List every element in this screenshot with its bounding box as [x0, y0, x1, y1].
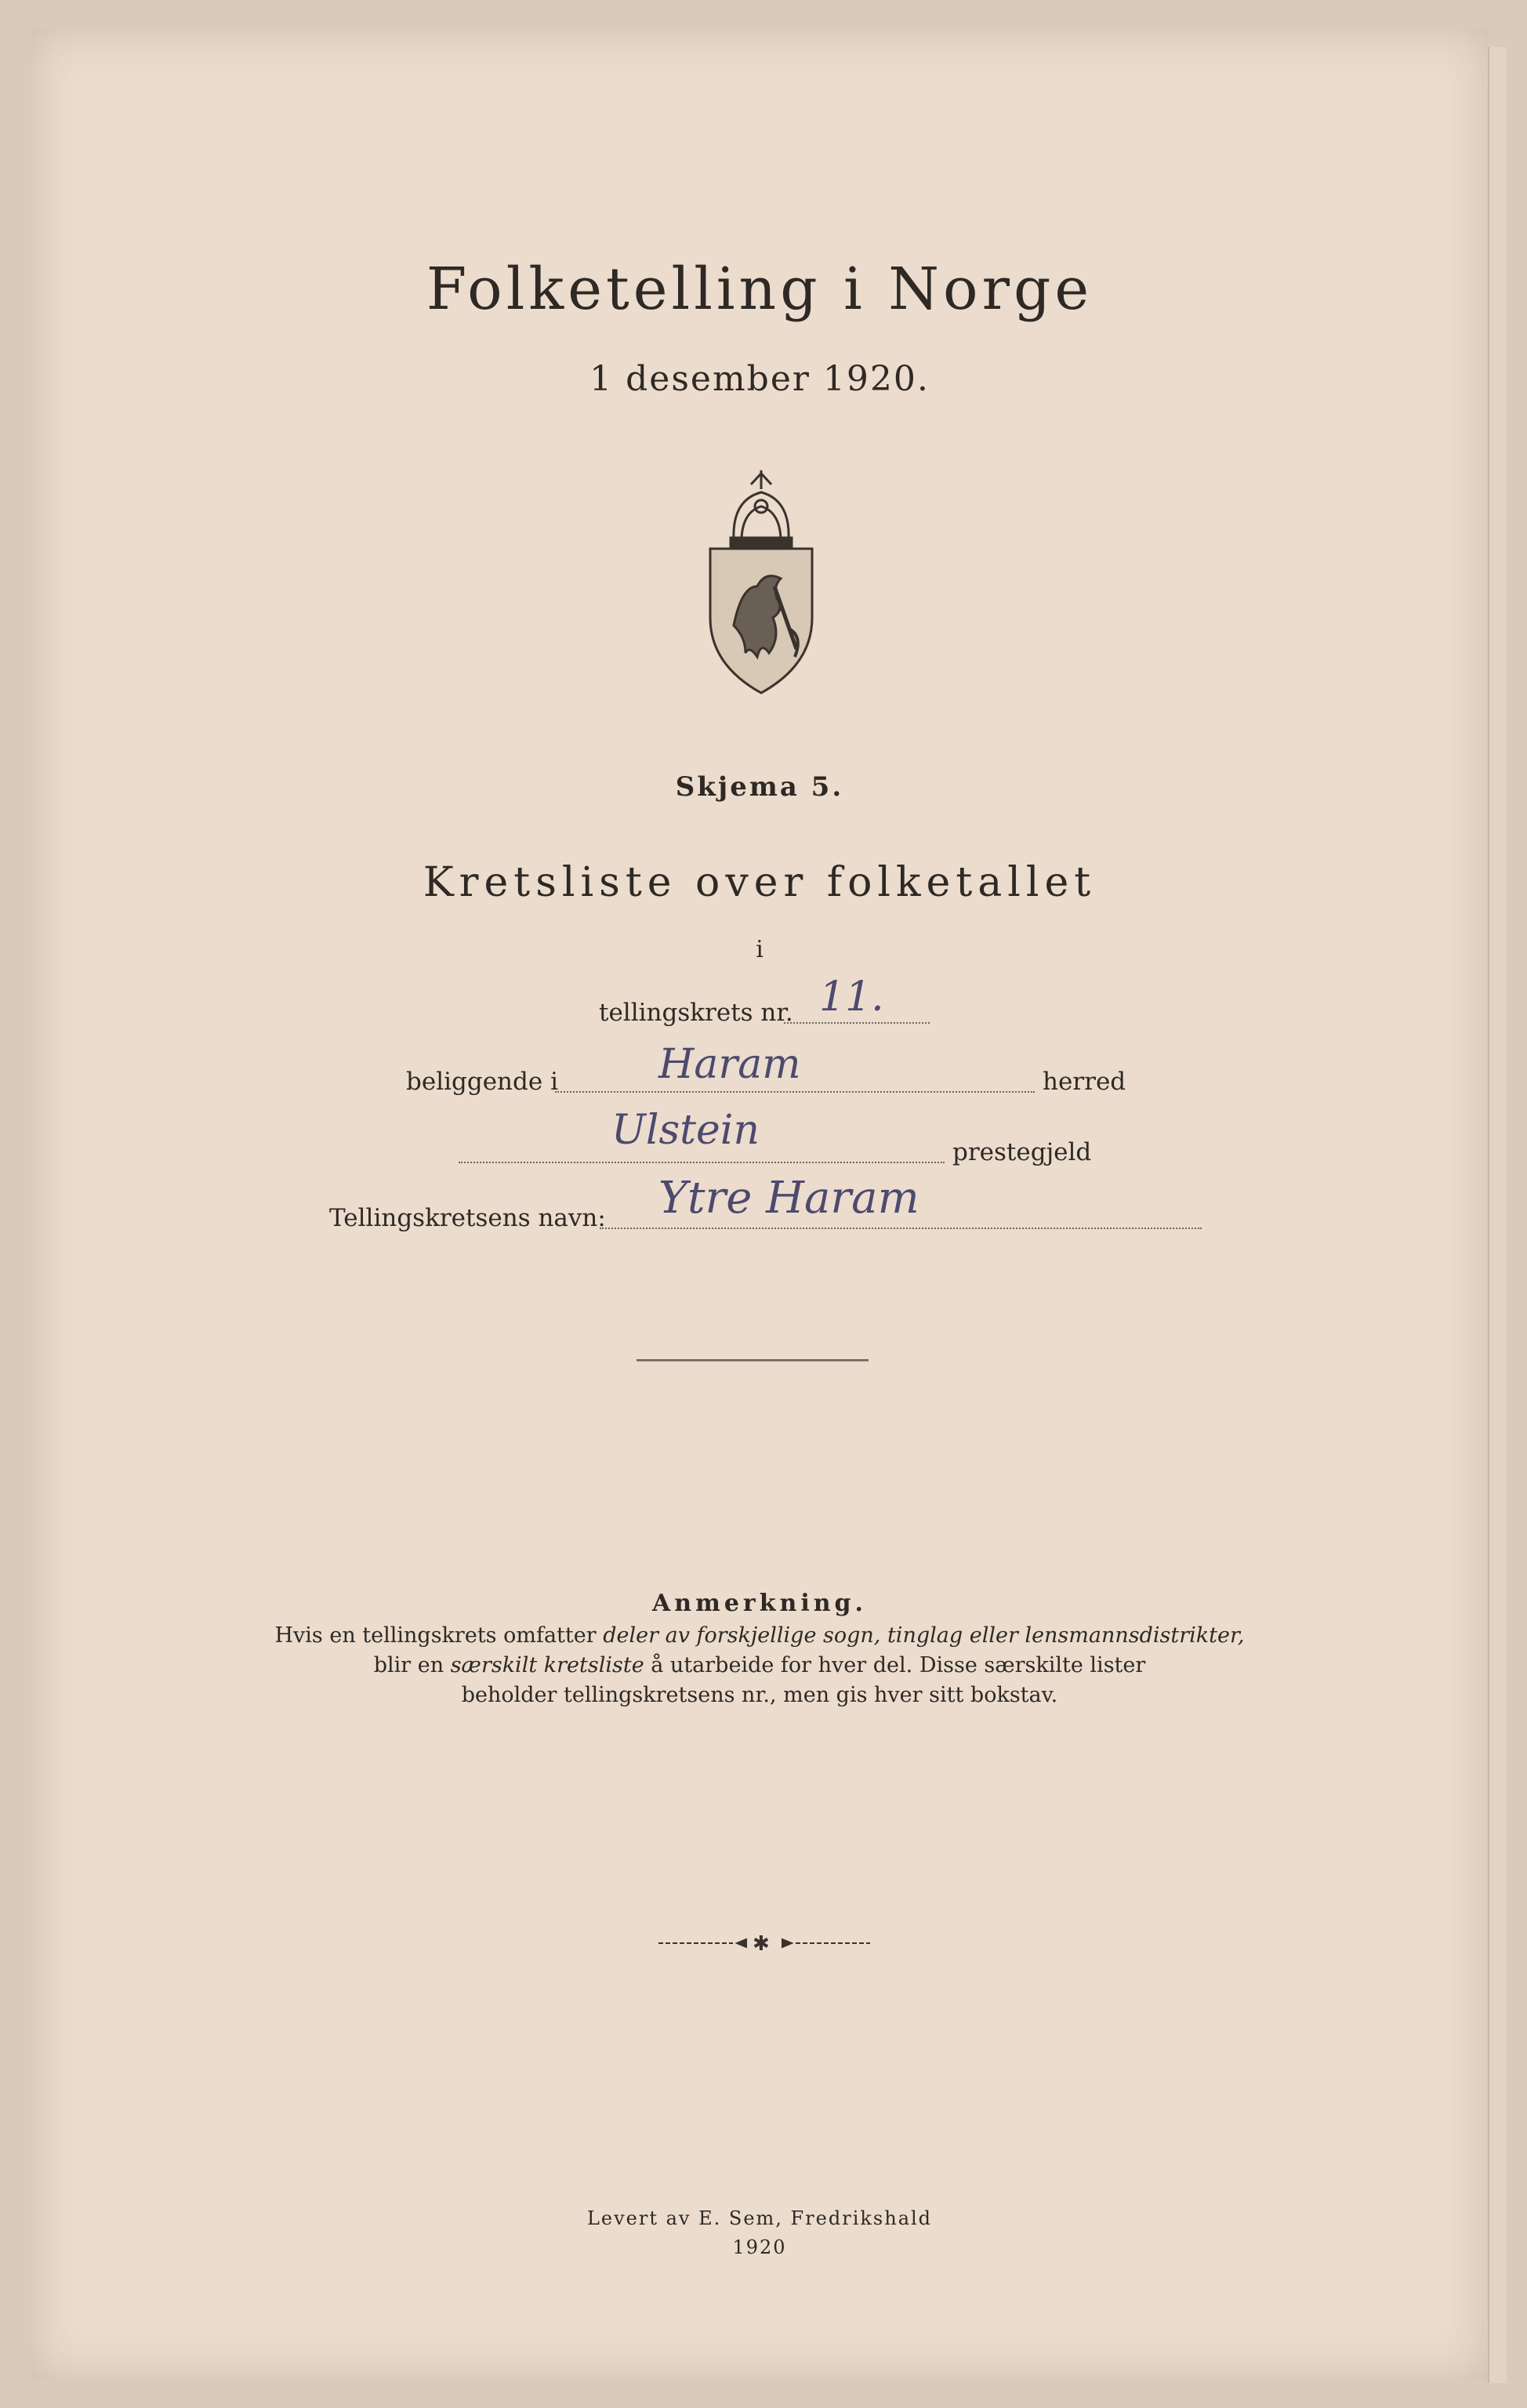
document-title: Folketelling i Norge [426, 256, 1094, 323]
printer-year: 1920 [732, 2236, 787, 2258]
note-line-1 [31, 1621, 1488, 1651]
svg-text:✱: ✱ [753, 1932, 770, 1955]
note-line-2-text-c: å utarbeide for hver del. Disse særskilte lister [644, 1653, 1146, 1677]
note-line-1-text: Hvis en tellingskrets omfatter [274, 1623, 604, 1648]
parish-value: Ulstein [611, 1107, 760, 1154]
census-date: 1 desember 1920. [589, 359, 930, 399]
note-line-2-italic: særskilt kretsliste [450, 1653, 644, 1677]
note-line-2 [31, 1651, 1488, 1681]
located-value: Haram [658, 1041, 801, 1088]
connector-i: i [756, 936, 764, 963]
note-line-2-text-a: blir en [373, 1653, 451, 1677]
note-line-3: beholder tellingskretsens nr., men gis hver sitt bokstav. [461, 1683, 1058, 1707]
located-label: beliggende i [406, 1068, 558, 1096]
district-name-line [600, 1228, 1202, 1229]
form-subtitle: Kretsliste over folketallet [423, 859, 1097, 906]
district-number-value: 11. [819, 974, 884, 1021]
district-name-label: Tellingskretsens navn: [329, 1204, 606, 1232]
page-edge [1488, 47, 1507, 2383]
divider-rule [637, 1359, 869, 1362]
note-line-1-italic: deler av forskjellige sogn, tinglag eller lensmannsdistrikter, [603, 1623, 1245, 1648]
district-number-line [784, 1022, 930, 1024]
norwegian-coat-of-arms-icon [702, 469, 820, 696]
parish-label: prestegjeld [952, 1138, 1092, 1166]
district-name-value: Ytre Haram [658, 1173, 919, 1224]
document-page [31, 28, 1488, 2380]
herred-label: herred [1043, 1068, 1126, 1096]
located-line [555, 1091, 1035, 1093]
ornament-divider-icon [658, 1931, 870, 1955]
printer-credit: Levert av E. Sem, Fredrikshald [586, 2207, 933, 2229]
schema-number: Skjema 5. [675, 771, 844, 803]
note-heading: Anmerkning. [652, 1590, 867, 1617]
parish-line [459, 1162, 945, 1163]
district-number-label: tellingskrets nr. [599, 999, 793, 1027]
